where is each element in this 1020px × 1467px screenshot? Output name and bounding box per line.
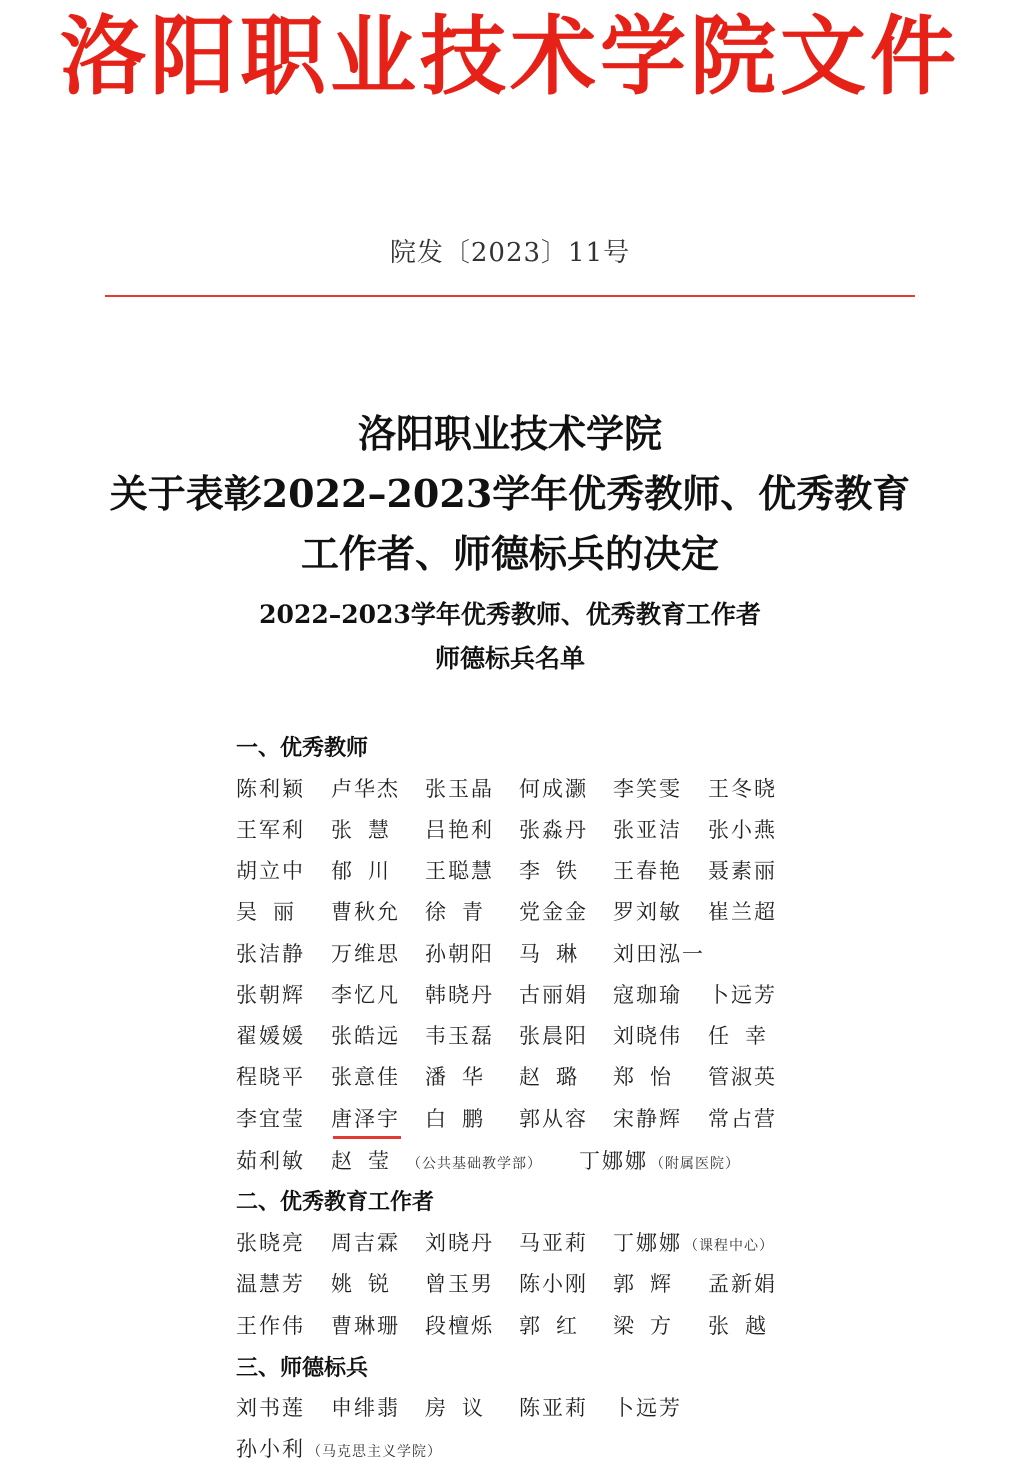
name-cell: 曹秋允 — [331, 900, 400, 924]
name-cell: 张晨阳 — [519, 1024, 588, 1048]
name-cell: 党金金 — [519, 900, 588, 924]
name-cell: 张意佳 — [331, 1065, 400, 1089]
name-cell: 卜远芳 — [613, 1396, 682, 1420]
name-cell: 曾玉男 — [425, 1272, 494, 1296]
name-cell: 姚锐 — [331, 1272, 405, 1296]
name-cell: 周吉霖 — [331, 1231, 400, 1255]
department-note: （公共基础教学部） — [407, 1156, 542, 1172]
name-cell: 韩晓丹 — [425, 983, 494, 1007]
name-cell: 李笑雯 — [613, 777, 682, 801]
name-cell: 张淼丹 — [519, 818, 588, 842]
name-cell: 何成灏 — [519, 777, 588, 801]
name-cell: 张玉晶 — [425, 777, 494, 801]
name-text: 丁娜娜 — [579, 1149, 648, 1173]
name-cell: 王冬晓 — [708, 777, 777, 801]
decision-title-line1: 洛阳职业技术学院 — [357, 411, 662, 456]
name-cell: 梁方 — [613, 1314, 687, 1338]
name-cell: 刘书莲 — [236, 1396, 305, 1420]
name-text: 丁娜娜 — [613, 1231, 682, 1255]
name-cell: 常占营 — [708, 1107, 777, 1131]
name-cell: 卢华杰 — [331, 777, 400, 801]
department-note: （马克思主义学院） — [307, 1444, 442, 1460]
name-cell: 茹利敏 — [236, 1149, 305, 1173]
name-cell: 罗刘敏 — [613, 900, 682, 924]
red-divider — [105, 295, 915, 297]
name-cell: 崔兰超 — [708, 900, 777, 924]
document-header-title: 洛阳职业技术学院文件 — [60, 7, 960, 107]
name-cell: 陈利颖 — [236, 777, 305, 801]
list-title-line2: 师德标兵名单 — [434, 644, 585, 673]
name-cell: 古丽娟 — [519, 983, 588, 1007]
section-heading-excellent-teachers: 一、优秀教师 — [236, 736, 369, 761]
name-cell: 陈小刚 — [519, 1272, 588, 1296]
name-cell: 王聪慧 — [425, 859, 494, 883]
name-cell: 申绯翡 — [331, 1396, 400, 1420]
name-cell-highlighted: 唐泽宇 — [331, 1107, 400, 1131]
name-cell: 徐青 — [425, 900, 499, 924]
name-cell: 寇珈瑜 — [613, 983, 682, 1007]
name-cell: 张越 — [708, 1314, 782, 1338]
name-cell: 任幸 — [708, 1024, 782, 1048]
name-cell: 宋静辉 — [613, 1107, 682, 1131]
name-cell: 管淑英 — [708, 1065, 777, 1089]
name-cell: 段檀烁 — [425, 1314, 494, 1338]
name-cell: 赵璐 — [519, 1065, 593, 1089]
name-cell: 郁川 — [331, 859, 405, 883]
name-cell: 白鹏 — [425, 1107, 499, 1131]
name-cell: 李宜莹 — [236, 1107, 305, 1131]
name-cell: 张亚洁 — [613, 818, 682, 842]
department-note: （课程中心） — [684, 1238, 774, 1254]
decision-title — [0, 404, 1020, 584]
name-text: 孙小利 — [236, 1437, 305, 1461]
name-cell: 王春艳 — [613, 859, 682, 883]
name-cell: 王作伟 — [236, 1314, 305, 1338]
name-cell: 房议 — [425, 1396, 499, 1420]
decision-title-line3: 工作者、师德标兵的决定 — [300, 531, 719, 576]
name-cell: 潘华 — [425, 1065, 499, 1089]
section-heading-excellent-educators: 二、优秀教育工作者 — [236, 1190, 435, 1215]
name-cell: 翟媛媛 — [236, 1024, 305, 1048]
department-note: （附属医院） — [650, 1156, 740, 1172]
name-cell: 曹琳珊 — [331, 1314, 400, 1338]
name-cell: 郭从容 — [519, 1107, 588, 1131]
name-cell: 张小燕 — [708, 818, 777, 842]
name-cell: 郑怡 — [613, 1065, 687, 1089]
name-underline-highlight — [333, 1136, 401, 1139]
name-cell: 温慧芳 — [236, 1272, 305, 1296]
name-cell: 陈亚莉 — [519, 1396, 588, 1420]
name-text: 赵莹 — [331, 1149, 405, 1173]
name-cell: 程晓平 — [236, 1065, 305, 1089]
name-cell: 王军利 — [236, 818, 305, 842]
name-cell: 郭红 — [519, 1314, 593, 1338]
name-cell: 万维思 — [331, 942, 400, 966]
name-cell: 李忆凡 — [331, 983, 400, 1007]
name-cell: 韦玉磊 — [425, 1024, 494, 1048]
name-cell: 胡立中 — [236, 859, 305, 883]
document-number: 院发〔2023〕11号 — [389, 238, 631, 268]
name-cell: 吕艳利 — [425, 818, 494, 842]
name-cell: 张慧 — [331, 818, 405, 842]
name-cell — [613, 1227, 774, 1257]
name-cell: 聂素丽 — [708, 859, 777, 883]
section-heading-ethics-models: 三、师德标兵 — [236, 1356, 369, 1381]
list-title — [0, 593, 1020, 681]
name-cell: 卜远芳 — [708, 983, 777, 1007]
name-cell: 张晓亮 — [236, 1231, 305, 1255]
list-title-line1: 2022–2023学年优秀教师、优秀教育工作者 — [259, 600, 761, 629]
name-cell: 吴丽 — [236, 900, 310, 924]
name-cell: 张朝辉 — [236, 983, 305, 1007]
name-cell — [579, 1145, 740, 1175]
name-cell: 张洁静 — [236, 942, 305, 966]
name-cell — [331, 1145, 542, 1175]
name-cell — [236, 1433, 442, 1463]
name-cell: 刘晓丹 — [425, 1231, 494, 1255]
name-cell: 李铁 — [519, 859, 593, 883]
name-cell: 刘田泓一 — [613, 942, 705, 966]
name-cell: 孟新娟 — [708, 1272, 777, 1296]
decision-title-line2: 关于表彰2022–2023学年优秀教师、优秀教育 — [109, 471, 911, 516]
name-cell: 孙朝阳 — [425, 942, 494, 966]
name-cell: 马琳 — [519, 942, 593, 966]
name-cell: 郭辉 — [613, 1272, 687, 1296]
name-cell: 张皓远 — [331, 1024, 400, 1048]
name-cell: 马亚莉 — [519, 1231, 588, 1255]
name-cell: 刘晓伟 — [613, 1024, 682, 1048]
